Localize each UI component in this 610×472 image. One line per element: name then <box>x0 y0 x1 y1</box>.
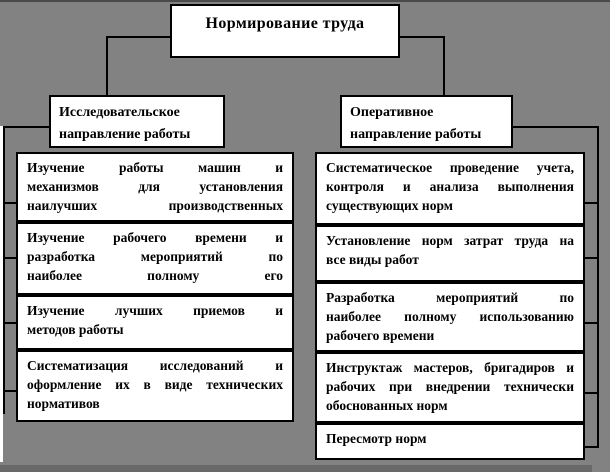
canvas-bottom-shadow-edge <box>0 465 592 472</box>
connector-line <box>584 202 599 204</box>
text-line: Изучение лучших приемов и <box>27 303 283 318</box>
connector-line <box>3 390 17 392</box>
connector-line <box>3 322 17 324</box>
research-item-box-1 <box>16 152 294 222</box>
text-line: нормативов <box>27 396 100 411</box>
root-node-labor-rationing: Нормирование труда <box>170 4 400 58</box>
text-line: Изучение работы машин и <box>27 160 283 175</box>
text-line: направление работы <box>350 127 482 142</box>
text-line: механизмов для установления <box>27 179 283 194</box>
connector-line <box>106 36 172 38</box>
connector-line <box>106 36 108 96</box>
operative-item-box-3 <box>315 282 585 352</box>
connector-line <box>584 392 599 394</box>
text-line: Инструктаж мастеров, бригадиров и <box>326 360 574 375</box>
text-line: контроля и анализа выполнения <box>326 179 574 194</box>
connector-line <box>584 322 599 324</box>
text-line: наилучших производственных <box>27 198 283 213</box>
connector-line <box>584 446 599 448</box>
text-line: Систематизация исследований и <box>27 358 283 373</box>
connector-line <box>511 126 599 128</box>
text-line: методов работы <box>27 322 124 337</box>
text-line: Изучение рабочего времени и <box>27 230 283 245</box>
operative-item-box-4 <box>315 352 585 423</box>
text-line: наиболее полному использованию <box>326 309 574 324</box>
connector-line <box>3 126 5 414</box>
operative-item-box-1 <box>315 152 585 225</box>
text-line: оформление их в виде технических <box>27 377 283 392</box>
text-line: Пересмотр норм <box>326 431 427 446</box>
research-item-box-2 <box>16 222 294 295</box>
operative-item-box-2 <box>315 225 585 282</box>
text-line: Исследовательское <box>59 105 180 120</box>
text-line: Разработка мероприятий по <box>326 290 574 305</box>
text-line: обоснованных норм <box>326 398 448 413</box>
text-line: Установление норм затрат труда на <box>326 233 574 248</box>
connector-line <box>584 257 599 259</box>
research-item-box-4 <box>16 350 294 422</box>
text-line: разработка мероприятий по <box>27 249 283 264</box>
canvas-top-edge <box>0 0 610 2</box>
text-line: рабочих при внедрении технически <box>326 379 574 394</box>
connector-line <box>3 257 17 259</box>
text-line: все виды работ <box>326 252 419 267</box>
text-line: наиболее полному его <box>27 268 283 283</box>
connector-line <box>597 126 599 448</box>
operative-item-box-5 <box>315 423 585 460</box>
connector-line <box>400 36 445 38</box>
connector-line <box>3 202 17 204</box>
text-line: существующих норм <box>326 198 453 213</box>
text-line: направление работы <box>59 127 191 142</box>
operative-direction-header-box <box>340 95 513 148</box>
text-line: Систематическое проведение учета, <box>326 160 574 175</box>
text-line: рабочего времени <box>326 328 435 343</box>
connector-line <box>3 126 50 128</box>
research-item-box-3 <box>16 295 294 350</box>
research-direction-header-box <box>49 95 225 148</box>
connector-line <box>443 36 445 97</box>
text-line: Оперативное <box>350 105 434 120</box>
